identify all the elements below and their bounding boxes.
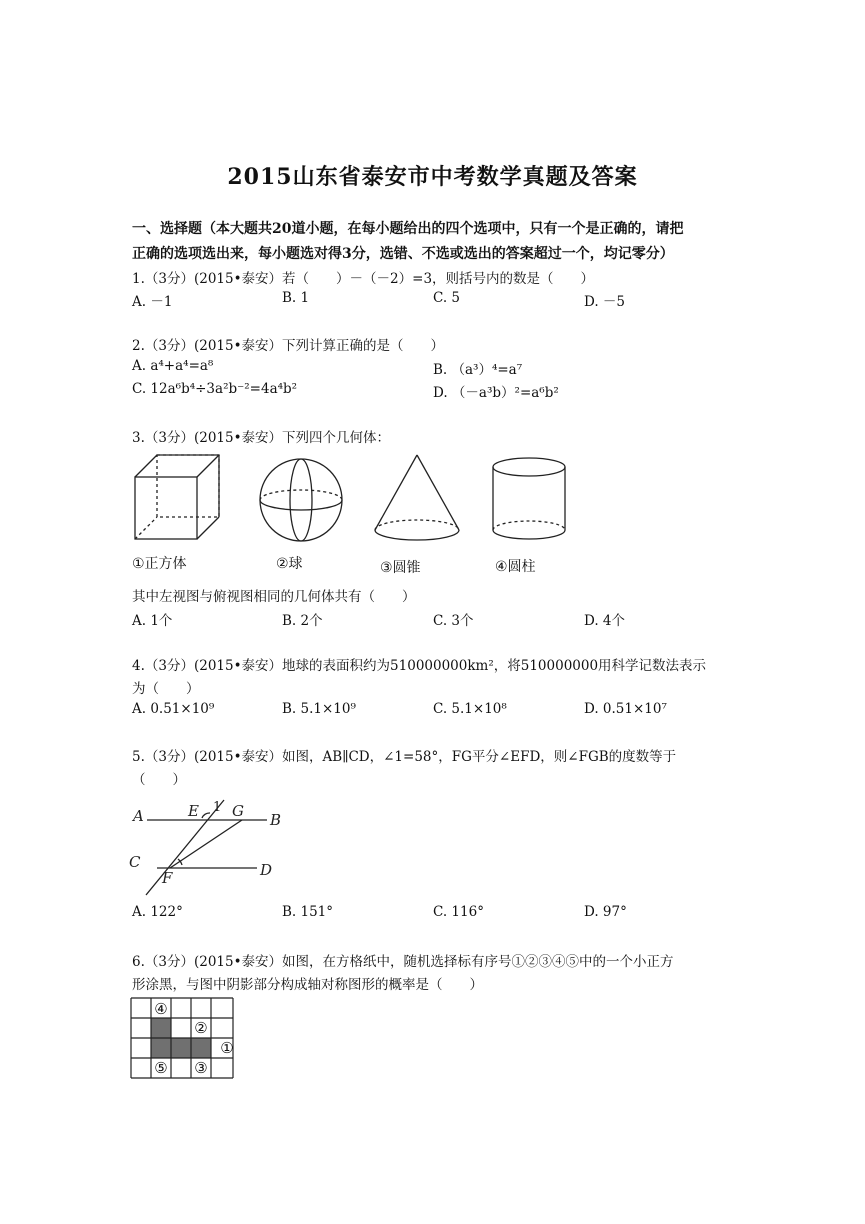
cone-figure xyxy=(375,455,459,540)
label-b: B xyxy=(270,811,282,829)
question-5-text: 5.（3分）(2015•泰安）如图，AB∥CD，∠1=58°，FG平分∠EFD，则∠FGB的度数等于 xyxy=(132,749,677,765)
label-e: E xyxy=(188,802,199,820)
q4-option-b: B. 5.1×10⁹ xyxy=(282,701,356,717)
label-a: A xyxy=(133,807,144,825)
question-2-text: 2.（3分）(2015•泰安）下列计算正确的是（ ） xyxy=(132,338,445,354)
question-5-text-cont: （ ） xyxy=(132,772,186,788)
q1-option-b: B. 1 xyxy=(282,290,310,306)
solid-label-cube: ①正方体 xyxy=(132,556,187,572)
grid-label-4: ④ xyxy=(154,1000,168,1018)
cube-figure xyxy=(135,455,219,539)
q1-option-d: D. －5 xyxy=(584,294,626,310)
label-f: F xyxy=(162,869,173,887)
solid-label-cone: ③圆锥 xyxy=(380,560,421,576)
question-4-text-cont: 为（ ） xyxy=(132,681,200,697)
label-angle-1: 1 xyxy=(213,800,222,815)
q3-option-c: C. 3个 xyxy=(433,613,474,629)
label-g: G xyxy=(232,802,244,820)
cylinder-figure xyxy=(493,458,565,539)
sphere-figure xyxy=(260,459,342,541)
q3-solids-figure xyxy=(125,450,585,550)
q2-option-a: A. a⁴+a⁴=a⁸ xyxy=(132,358,214,374)
q4-option-d: D. 0.51×10⁷ xyxy=(584,701,667,717)
question-4-text: 4.（3分）(2015•泰安）地球的表面积约为510000000km²，将510000000用科学记数法表示 xyxy=(132,658,707,674)
page-title: 2015山东省泰安市中考数学真题及答案 xyxy=(227,164,638,190)
question-1-text: 1.（3分）(2015•泰安）若（ ）－（－2）=3，则括号内的数是（ ） xyxy=(132,271,595,287)
solid-label-sphere: ②球 xyxy=(276,556,303,572)
q5-option-a: A. 122° xyxy=(132,904,183,920)
solid-label-cylinder: ④圆柱 xyxy=(495,559,536,575)
q6-grid-figure xyxy=(130,997,238,1082)
label-d: D xyxy=(260,861,273,879)
label-c: C xyxy=(129,853,141,871)
q5-option-b: B. 151° xyxy=(282,904,334,920)
question-3-text: 3.（3分）(2015•泰安）下列四个几何体： xyxy=(132,430,391,446)
grid-label-3: ③ xyxy=(194,1059,208,1077)
grid-label-1: ① xyxy=(220,1039,234,1057)
q4-option-c: C. 5.1×10⁸ xyxy=(433,701,507,717)
grid-label-5: ⑤ xyxy=(154,1059,168,1077)
q5-option-d: D. 97° xyxy=(584,904,627,920)
question-6-text: 6.（3分）(2015•泰安）如图，在方格纸中，随机选择标有序号①②③④⑤中的一个小正方 xyxy=(132,954,674,970)
q3-option-b: B. 2个 xyxy=(282,613,323,629)
q5-option-c: C. 116° xyxy=(433,904,484,920)
q1-option-a: A. －1 xyxy=(132,294,173,310)
q4-option-a: A. 0.51×10⁹ xyxy=(132,701,215,717)
q5-parallel-lines-figure xyxy=(125,795,285,900)
grid-label-2: ② xyxy=(194,1019,208,1037)
section-heading-line1: 一、选择题（本大题共20道小题，在每小题给出的四个选项中，只有一个是正确的，请把 xyxy=(132,221,684,237)
q1-option-c: C. 5 xyxy=(433,290,461,306)
q3-option-a: A. 1个 xyxy=(132,613,173,629)
q2-option-b: B. （a³）⁴=a⁷ xyxy=(433,362,523,378)
section-heading-line2: 正确的选项选出来，每小题选对得3分，选错、不选或选出的答案超过一个，均记零分） xyxy=(132,246,674,262)
q2-option-c: C. 12a⁶b⁴÷3a²b⁻²=4a⁴b² xyxy=(132,381,298,397)
q2-option-d: D. （－a³b）²=a⁶b² xyxy=(433,385,559,401)
q3-option-d: D. 4个 xyxy=(584,613,626,629)
question-3-prompt: 其中左视图与俯视图相同的几何体共有（ ） xyxy=(132,589,416,605)
question-6-text-cont: 形涂黑，与图中阴影部分构成轴对称图形的概率是（ ） xyxy=(132,977,483,993)
